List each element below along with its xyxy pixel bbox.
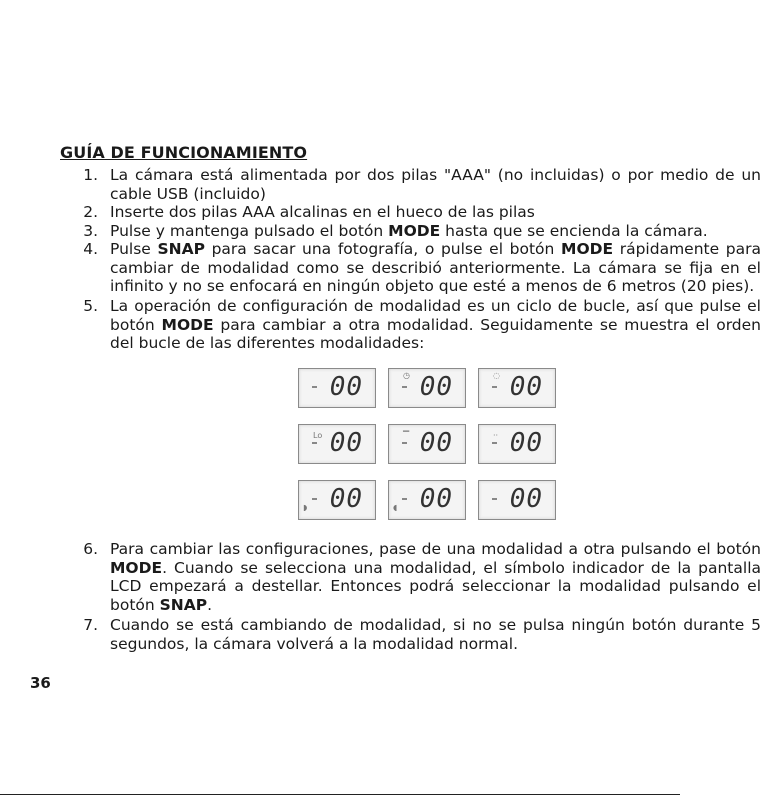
- text-segment: rápidamente para cambiar de modalidad como se describió anteriormente. La cámara se fija en el infinito y no se enfocará en ningún objeto que esté a menos de 6 metros (20 pies).: [110, 240, 761, 296]
- lcd-digits: 00: [509, 372, 543, 402]
- text-segment: para sacar una fotografía, o pulse el botón: [204, 240, 562, 258]
- setting-icon: ◌: [493, 371, 500, 380]
- text-segment: Inserte dos pilas AAA alcalinas en el hueco de las pilas: [110, 203, 535, 221]
- lcd-mode-cycle-figure: [298, 368, 558, 528]
- list-item-number: 7.: [83, 616, 98, 634]
- low-res-icon: Lo: [313, 431, 323, 440]
- bulb-alt-icon: ◖: [393, 503, 398, 512]
- list-item-number: 6.: [83, 540, 98, 558]
- lcd-dash: [312, 498, 317, 500]
- lcd-dash: [492, 498, 497, 500]
- lcd-display: [388, 480, 466, 520]
- text-segment: .: [207, 595, 213, 614]
- button-name: MODE: [110, 558, 163, 577]
- text-segment: Cuando se está cambiando de modalidad, si no se pulsa ningún botón durante 5 segundos, la cámara volverá a la modalidad normal.: [110, 616, 761, 653]
- list-item-text: [110, 166, 761, 203]
- footer-rule: [0, 794, 680, 795]
- lcd-digits: 00: [419, 484, 453, 514]
- lcd-display: [298, 368, 376, 408]
- text-segment: Pulse: [110, 240, 158, 258]
- bulb-icon: ◗: [303, 503, 308, 512]
- lcd-digits: 00: [329, 372, 363, 402]
- button-name: SNAP: [159, 595, 208, 614]
- lcd-dash: [402, 498, 407, 500]
- button-name: MODE: [561, 240, 614, 258]
- lcd-dash: [402, 442, 407, 444]
- text-segment: hasta que se encienda la cámara.: [440, 222, 708, 240]
- text-segment: para cambiar a otra modalidad. Seguidamente se muestra el orden del bucle de las diferentes modalidades:: [110, 315, 761, 353]
- text-segment: La operación de configuración de modalidad es un ciclo de bucle, así que pulse el botón: [110, 297, 761, 334]
- list-item-number: 5.: [83, 297, 98, 315]
- lcd-digits: 00: [329, 428, 363, 458]
- lcd-digits: 00: [419, 428, 453, 458]
- list-item-text: [110, 203, 761, 222]
- lcd-dash: [402, 386, 407, 388]
- lcd-display: [388, 424, 466, 464]
- text-segment: La cámara está alimentada por dos pilas "AAA" (no incluidas) o por medio de un cable USB (incluido): [110, 166, 761, 203]
- lcd-digits: 00: [509, 428, 543, 458]
- lcd-display: [298, 480, 376, 520]
- button-name: SNAP: [157, 240, 205, 258]
- bar-icon: ▔: [403, 431, 410, 440]
- list-item-number: 4.: [83, 240, 98, 258]
- list-item-text: [110, 616, 761, 653]
- lcd-display: [478, 424, 556, 464]
- list-item-number: 1.: [83, 166, 98, 184]
- page-number: 36: [30, 674, 51, 692]
- button-name: MODE: [161, 315, 214, 334]
- section-heading: GUÍA DE FUNCIONAMIENTO: [60, 143, 308, 162]
- list-item-text: [110, 240, 761, 296]
- lcd-digits: 00: [329, 484, 363, 514]
- button-name: MODE: [388, 222, 441, 240]
- text-segment: Pulse y mantenga pulsado el botón: [110, 222, 389, 240]
- lcd-dash: [312, 386, 317, 388]
- double-dash-icon: ··: [493, 431, 499, 440]
- list-item-text: [110, 222, 761, 241]
- lcd-display: [478, 480, 556, 520]
- list-item-text: [110, 540, 761, 614]
- lcd-digits: 00: [419, 372, 453, 402]
- lcd-display: [298, 424, 376, 464]
- text-segment: Para cambiar las configuraciones, pase de una modalidad a otra pulsando el botón: [110, 540, 761, 558]
- lcd-dash: [492, 386, 497, 388]
- lcd-dash: [312, 442, 317, 444]
- lcd-digits: 00: [509, 484, 543, 514]
- list-item-text: [110, 297, 761, 353]
- list-item-number: 3.: [83, 222, 98, 240]
- lcd-display: [478, 368, 556, 408]
- text-segment: . Cuando se selecciona una modalidad, el símbolo indicador de la pantalla LCD empezará a destellar. Entonces podrá seleccionar la modalidad pulsando el botón: [110, 558, 761, 614]
- lcd-dash: [492, 442, 497, 444]
- lcd-display: [388, 368, 466, 408]
- timer-icon: ◷: [403, 371, 410, 380]
- list-item-number: 2.: [83, 203, 98, 221]
